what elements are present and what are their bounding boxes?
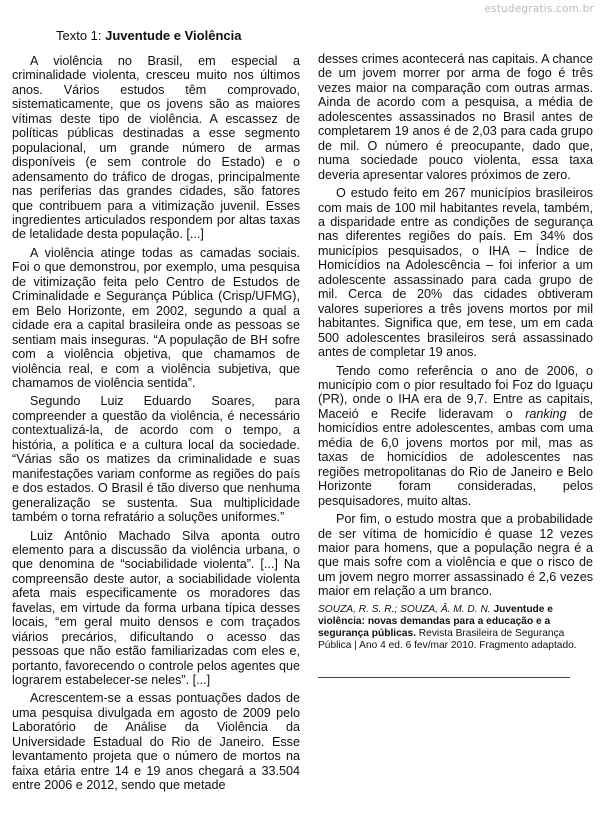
paragraph: A violência atinge todas as camadas sociais. Foi o que demonstrou, por exemplo, uma pesquisa de vitimização feita pelo Centro de Estudos de Criminalidade e Segurança Pública (Crisp/UFMG), em Belo Horizonte, em 2002, segundo a qual a cidade era a capital brasileira onde as pessoas se sentiam mais inseguras. “A população de BH sofre com a violência objetiva, que chamamos de violência real, e com a violência subjetiva, que chamamos de violência sentida”. (12, 245, 300, 390)
title-prefix: Texto 1: (56, 28, 106, 43)
watermark: estudegratis.com.br (484, 3, 594, 15)
left-column (12, 54, 300, 793)
paragraph-ranking (318, 364, 593, 509)
reference-source: Revista Brasileira de Segurança Pública | Ano 4 ed. 6 fev/mar 2010. Fragmento adaptado. (318, 628, 577, 652)
paragraph: O estudo feito em 267 municípios brasileiros com mais de 100 mil habitantes revela, também, a disparidade entre as condições de segurança nas diferentes regiões do país. Em 34% dos municípios pesquisados, o IHA – Índice de Homicídios na Adolescência – foi inferior a um adolescente assassinado para cada grupo de mil. Cerca de 20% das cidades obtiveram valores superiores a três jovens mortos por mil habitantes. Significa que, em tese, um em cada 500 adolescentes brasileiros será assassinado antes de completar 19 anos. (318, 186, 593, 360)
reference-title: Juventude e violência: novas demandas para a educação e a segurança públicas. (318, 603, 553, 640)
paragraph: Acrescentem-se a essas pontuações dados de uma pesquisa divulgada em agosto de 2009 pelo Laboratório de Análise da Violência da Universidade Estadual do Rio de Janeiro. Esse levantamento projeta que o número de mortos na faixa etária entre 14 e 19 anos chegará a 33.504 entre 2006 e 2012, sendo que metade (12, 691, 300, 793)
paragraph: Luiz Antônio Machado Silva aponta outro elemento para a discussão da violência urbana, o que denomina de “sociabilidade violenta”. [...] Na compreensão deste autor, a sociabilidade violenta afeta mais especificamente os moradores das favelas, em virtude da forma urbana típica desses locais, “em geral muito densos e com traçados viários precários, dificultando o acesso das pessoas que não estão familiarizadas com eles e, portanto, favorecendo o controle pelos agentes que lograrem estabelecer-se neles”. [...] (12, 528, 300, 688)
reference-authors: SOUZA, R. S. R.; SOUZA, Â. M. D. N. (318, 603, 491, 615)
divider-line (318, 677, 570, 678)
paragraph: Segundo Luiz Eduardo Soares, para compreender a questão da violência, é necessário contextualizá-la, de acordo com o tempo, a história, a política e a cultura local da sociedade. “Várias são os matizes da criminalidade e suas manifestações variam conforme as regiões do país e dos estados. O Brasil é tão diverso que nenhuma generalização se sustenta. Sua multiplicidade também o torna refratário a soluções uniformes.” (12, 394, 300, 525)
title-name: Juventude e Violência (105, 28, 242, 43)
ranking-italic: ranking (525, 406, 567, 421)
paragraph-continuation: desses crimes acontecerá nas capitais. A chance de um jovem morrer por arma de fogo é três vezes maior na comparação com outras armas. Ainda de acordo com a pesquisa, a média de adolescentes assassinados no Brasil antes de completarem 19 anos é de 2,03 para cada grupo de mil. O número é preocupante, dado que, numa sociedade pouco violenta, essa taxa deveria apresentar valores próximos de zero. (318, 52, 593, 182)
paragraph: Por fim, o estudo mostra que a probabilidade de ser vítima de homicídio é quase 12 vezes maior para homens, que a população negra é a que mais sofre com a violência e que o risco de um jovem negro morrer assassinado é 2,6 vezes maior em relação a um branco. (318, 512, 593, 599)
ranking-text-after: de homicídios entre adolescentes, ambas com uma média de 6,0 jovens mortos por mil, mas as taxas de homicídios de adolescentes nas regiões metropolitanas do Rio de Janeiro e Belo Horizonte foram consideradas, pelos pesquisadores, muito altas. (318, 406, 594, 508)
ranking-text-before: Tendo como referência o ano de 2006, o município com o pior resultado foi Foz do Iguaçu (PR), onde o IHA era de 9,7. Entre as capitais, Maceió e Recife lideravam o (318, 363, 593, 421)
paragraph: A violência no Brasil, em especial a criminalidade violenta, cresceu muito nos últimos anos. Vários estudos têm comprovado, sistematicamente, que os jovens são as maiores vítimas deste tipo de violência. A escassez de políticas públicas destinadas a esse segmento populacional, um grande número de armas disponíveis (e sem controle do Estado) e o adensamento do tráfico de drogas, principalmente nas periferias das grandes cidades, são fatores que contribuem para a vitimização juvenil. Esses ingredientes articulados respondem por altas taxas de letalidade desta população. [...] (12, 54, 300, 242)
right-column (318, 52, 593, 678)
reference (318, 604, 593, 653)
page-title (56, 28, 241, 43)
